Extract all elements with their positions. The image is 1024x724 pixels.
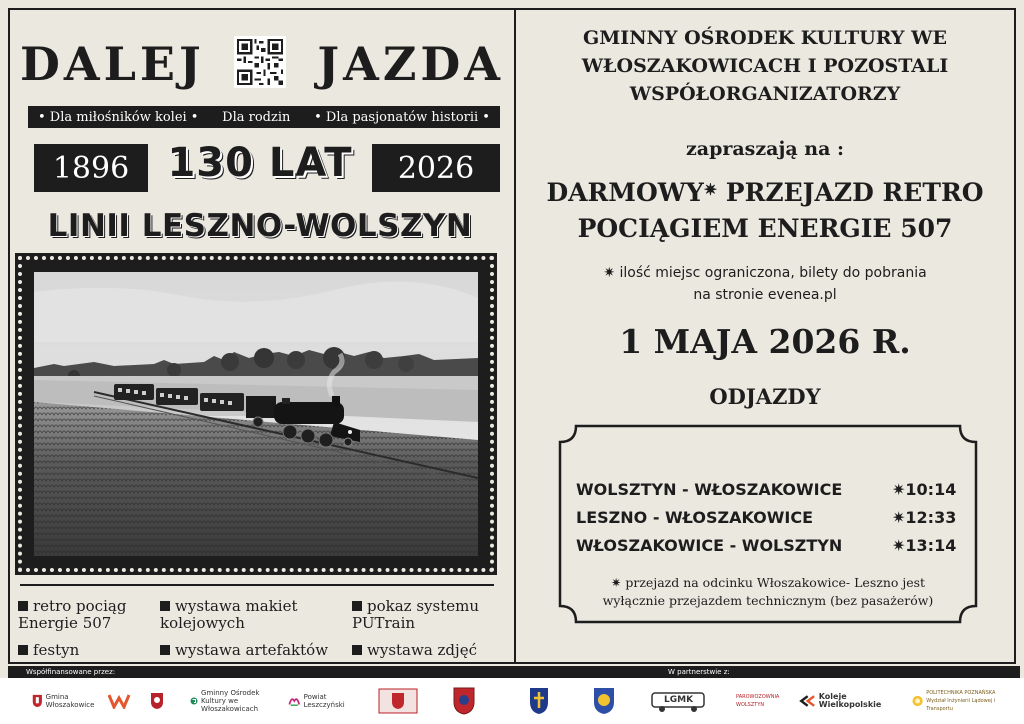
wielkopolska-logo[interactable]: [108, 684, 150, 718]
gmina-wloszakowice-logo[interactable]: Gmina Włoszakowice: [32, 684, 102, 718]
line-name-heading: LINII LESZNO-WOLSZYN: [47, 208, 473, 244]
title-left: DALEJ: [20, 37, 205, 91]
coat-of-arms-icon: [32, 692, 43, 710]
organizer-heading: GMINNY OŚRODEK KULTURY WE WŁOSZAKOWICACH I POZOSTALI WSPÓŁORGANIZATORZY: [581, 27, 949, 105]
column-divider: [514, 8, 516, 664]
samorzad-logo[interactable]: [150, 684, 180, 718]
departure-row: [576, 480, 962, 499]
herb-gmina-logo[interactable]: [592, 684, 622, 718]
departure-route: WŁOSZAKOWICE - WOLSZTYN: [576, 536, 843, 555]
departure-row: [576, 536, 962, 555]
coat-of-arms-icon: [452, 686, 476, 716]
anniversary-heading: 130 LAT: [167, 140, 353, 186]
departure-time: ✷13:14: [892, 536, 957, 555]
divider-line: [20, 584, 494, 586]
sponsor-logos: [0, 678, 1024, 724]
event-headline: DARMOWY✷ PRZEJAZD RETRO POCIĄGIEM ENERGIE 507: [546, 178, 984, 243]
bullet-square-icon: [18, 645, 28, 655]
attraction-item: wystawa artefaktów: [160, 642, 350, 659]
bullet-square-icon: [18, 601, 28, 611]
coat-of-arms-icon: [592, 686, 616, 716]
bullet-square-icon: [352, 601, 362, 611]
year-start: 1896: [34, 144, 148, 192]
politechnika-logo[interactable]: POLITECHNIKA POZNAŃSKA Wydział Inżynierii Lądowej i Transportu: [912, 684, 1012, 718]
attraction-item: wystawa zdjęć: [352, 642, 502, 659]
asterisk-icon: ✷: [703, 180, 718, 199]
steam-train-photo: [34, 272, 478, 556]
qr-code-icon[interactable]: [234, 36, 286, 88]
herb-wolsztyn-logo[interactable]: [528, 684, 558, 718]
ticket-note: ✷ ilość miejsc ograniczona, bilety do pobrania na stronie evenea.pl: [603, 265, 927, 303]
herb-leszno-logo[interactable]: [452, 684, 482, 718]
wielkopolska-mark-icon: [108, 693, 130, 709]
ticket-footnote: ✷ przejazd na odcinku Włoszakowice- Leszno jest wyłącznie przejazdem technicznym (bez pasażerów): [602, 575, 934, 608]
departure-time: ✷10:14: [892, 480, 957, 499]
departure-route: WOLSZTYN - WŁOSZAKOWICE: [576, 480, 843, 499]
lgmk-logo[interactable]: LGMK: [650, 684, 710, 718]
attraction-item: pokaz systemu PUTrain: [352, 597, 479, 632]
powiat-mark-icon: [288, 692, 301, 710]
tagline-bar: [28, 106, 500, 128]
bullet-square-icon: [160, 601, 170, 611]
photo-frame: [18, 256, 494, 572]
koleje-mark-icon: [798, 693, 816, 709]
bullet-square-icon: [352, 645, 362, 655]
coat-of-arms-icon: [378, 688, 418, 714]
gok-mark-icon: [190, 693, 198, 709]
sun-emblem-icon: [912, 690, 923, 712]
poster-title: [20, 36, 504, 96]
title-right: JAZDA: [317, 37, 504, 91]
tagline-item: • Dla pasjonatów historii •: [314, 109, 490, 125]
bullet-square-icon: [160, 645, 170, 655]
cofinanced-label: Współfinansowane przez:: [26, 668, 116, 676]
departure-row: [576, 508, 962, 527]
departures-heading: ODJAZDY: [709, 384, 821, 409]
departure-route: LESZNO - WŁOSZAKOWICE: [576, 508, 814, 527]
departures-ticket: [558, 424, 978, 624]
gok-logo[interactable]: Gminny Ośrodek Kultury we Włoszakowicach: [190, 684, 280, 718]
attraction-item: festyn: [18, 642, 146, 659]
eagle-crest-icon: [150, 692, 164, 710]
attraction-item: retro pociąg Energie 507: [18, 597, 127, 632]
powiat-leszczynski-logo[interactable]: Powiat Leszczyński: [288, 684, 350, 718]
tagline-item: Dla rodzin: [222, 109, 291, 125]
invite-text: zapraszają na :: [685, 138, 845, 160]
footer-bar: [8, 666, 1020, 678]
coat-of-arms-icon: [528, 686, 550, 716]
koleje-wielkopolskie-logo[interactable]: Koleje Wielkopolskie: [798, 684, 894, 718]
herb-logo[interactable]: [378, 684, 424, 718]
year-end: 2026: [372, 144, 500, 192]
parowozownia-logo[interactable]: PAROWOZOWNIA WOLSZTYN: [736, 694, 780, 708]
departure-time: ✷12:33: [892, 508, 957, 527]
attraction-item: wystawa makiet kolejowych: [160, 597, 298, 632]
event-date: 1 MAJA 2026 R.: [619, 322, 911, 361]
tagline-item: • Dla miłośników kolei •: [38, 109, 199, 125]
partnership-label: W partnerstwie z:: [668, 668, 730, 676]
